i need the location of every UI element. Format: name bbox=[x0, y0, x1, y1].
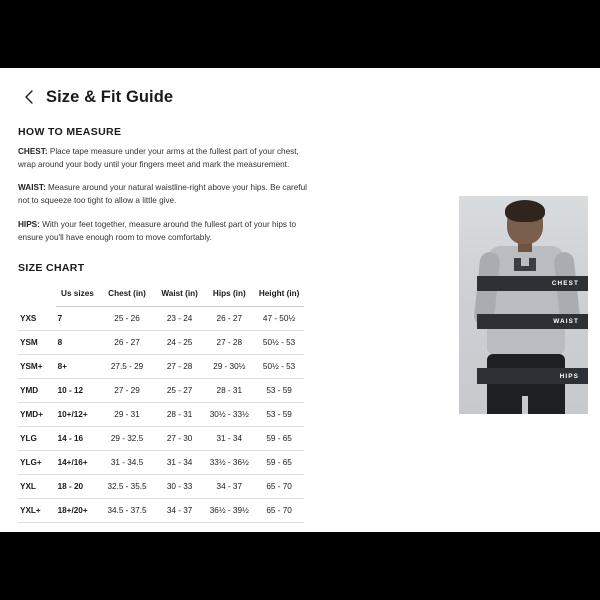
cell-chest: 34.5 - 37.5 bbox=[99, 499, 155, 523]
cell-chest: 27 - 29 bbox=[99, 379, 155, 403]
cell-chest: 25 - 26 bbox=[99, 307, 155, 331]
cell-chest: 26 - 27 bbox=[99, 331, 155, 355]
cell-height: 50½ - 53 bbox=[254, 331, 304, 355]
cell-hips: 30½ - 33½ bbox=[204, 403, 254, 427]
measure-lead-waist: WAIST: bbox=[18, 183, 46, 193]
how-to-measure-text bbox=[18, 146, 318, 244]
cell-us-size: 14+/16+ bbox=[56, 451, 100, 475]
cell-waist: 28 - 31 bbox=[155, 403, 205, 427]
size-fit-guide-page bbox=[0, 68, 600, 532]
table-row bbox=[18, 499, 304, 523]
cell-waist: 34 - 37 bbox=[155, 499, 205, 523]
measure-paragraph-hips bbox=[18, 219, 318, 244]
row-label: YXL+ bbox=[18, 499, 56, 523]
cell-waist: 25 - 27 bbox=[155, 379, 205, 403]
measure-body-hips: With your feet together, measure around the fullest part of your hips to ensure you'll have enough room to move comfortably. bbox=[18, 219, 297, 242]
illustration-leg-gap bbox=[522, 396, 528, 414]
chest-band-label: CHEST bbox=[477, 276, 588, 291]
cell-us-size: 7 bbox=[56, 307, 100, 331]
brand-logo-icon bbox=[514, 258, 536, 271]
cell-waist: 30 - 33 bbox=[155, 475, 205, 499]
cell-hips: 29 - 30½ bbox=[204, 355, 254, 379]
measure-lead-hips: HIPS: bbox=[18, 219, 40, 229]
cell-height: 50½ - 53 bbox=[254, 355, 304, 379]
cell-height: 59 - 65 bbox=[254, 451, 304, 475]
row-label: YXL bbox=[18, 475, 56, 499]
cell-height: 53 - 59 bbox=[254, 379, 304, 403]
size-chart-table bbox=[18, 282, 304, 523]
table-row bbox=[18, 427, 304, 451]
table-row bbox=[18, 307, 304, 331]
chevron-left-icon[interactable] bbox=[18, 86, 40, 108]
column-header-hips: Hips (in) bbox=[204, 282, 254, 307]
measure-paragraph-chest bbox=[18, 146, 318, 171]
cell-chest: 27.5 - 29 bbox=[99, 355, 155, 379]
measure-body-chest: Place tape measure under your arms at the fullest part of your chest, wrap around your body until your fingers meet and mark the measurement. bbox=[18, 147, 299, 169]
cell-height: 53 - 59 bbox=[254, 403, 304, 427]
row-label: YSM+ bbox=[18, 355, 56, 379]
cell-chest: 29 - 31 bbox=[99, 403, 155, 427]
row-label: YLG+ bbox=[18, 451, 56, 475]
cell-us-size: 14 - 16 bbox=[56, 427, 100, 451]
cell-hips: 27 - 28 bbox=[204, 331, 254, 355]
size-chart-header-row bbox=[18, 282, 304, 307]
table-row bbox=[18, 475, 304, 499]
waist-band-label: WAIST bbox=[477, 314, 588, 329]
cell-height: 59 - 65 bbox=[254, 427, 304, 451]
row-label: YMD bbox=[18, 379, 56, 403]
measure-lead-chest: CHEST: bbox=[18, 147, 48, 156]
cell-hips: 31 - 34 bbox=[204, 427, 254, 451]
row-label: YLG bbox=[18, 427, 56, 451]
column-header-height: Height (in) bbox=[254, 282, 304, 307]
cell-waist: 31 - 34 bbox=[155, 451, 205, 475]
measurement-illustration bbox=[459, 196, 588, 414]
cell-chest: 31 - 34.5 bbox=[99, 451, 155, 475]
row-label: YSM bbox=[18, 331, 56, 355]
table-row bbox=[18, 451, 304, 475]
cell-hips: 36½ - 39½ bbox=[204, 499, 254, 523]
cell-hips: 34 - 37 bbox=[204, 475, 254, 499]
cell-waist: 27 - 28 bbox=[155, 355, 205, 379]
how-to-measure-heading: HOW TO MEASURE bbox=[18, 126, 122, 138]
cell-waist: 27 - 30 bbox=[155, 427, 205, 451]
column-header-blank bbox=[18, 282, 56, 307]
table-row bbox=[18, 355, 304, 379]
table-row bbox=[18, 403, 304, 427]
row-label: YMD+ bbox=[18, 403, 56, 427]
table-row bbox=[18, 379, 304, 403]
page-header bbox=[0, 68, 600, 108]
cell-hips: 26 - 27 bbox=[204, 307, 254, 331]
column-header-waist: Waist (in) bbox=[155, 282, 205, 307]
column-header-us-sizes: Us sizes bbox=[56, 282, 100, 307]
cell-us-size: 10+/12+ bbox=[56, 403, 100, 427]
cell-hips: 33½ - 36½ bbox=[204, 451, 254, 475]
table-row bbox=[18, 331, 304, 355]
cell-waist: 24 - 25 bbox=[155, 331, 205, 355]
column-header-chest: Chest (in) bbox=[99, 282, 155, 307]
page-content bbox=[0, 126, 600, 523]
cell-us-size: 18 - 20 bbox=[56, 475, 100, 499]
cell-us-size: 10 - 12 bbox=[56, 379, 100, 403]
illustration-hair bbox=[505, 200, 545, 222]
measure-paragraph-waist bbox=[18, 182, 318, 207]
hips-band-label: HIPS bbox=[477, 368, 588, 384]
measure-body-waist: Measure around your natural waistline-right above your hips. Be careful not to squeeze too tight to allow a little give. bbox=[18, 183, 307, 206]
cell-chest: 32.5 - 35.5 bbox=[99, 475, 155, 499]
cell-chest: 29 - 32.5 bbox=[99, 427, 155, 451]
cell-height: 47 - 50½ bbox=[254, 307, 304, 331]
cell-us-size: 8+ bbox=[56, 355, 100, 379]
page-title: Size & Fit Guide bbox=[46, 87, 174, 106]
cell-height: 65 - 70 bbox=[254, 475, 304, 499]
row-label: YXS bbox=[18, 307, 56, 331]
cell-height: 65 - 70 bbox=[254, 499, 304, 523]
cell-us-size: 8 bbox=[56, 331, 100, 355]
size-chart-heading: SIZE CHART bbox=[18, 262, 85, 275]
cell-waist: 23 - 24 bbox=[155, 307, 205, 331]
cell-us-size: 18+/20+ bbox=[56, 499, 100, 523]
cell-hips: 28 - 31 bbox=[204, 379, 254, 403]
